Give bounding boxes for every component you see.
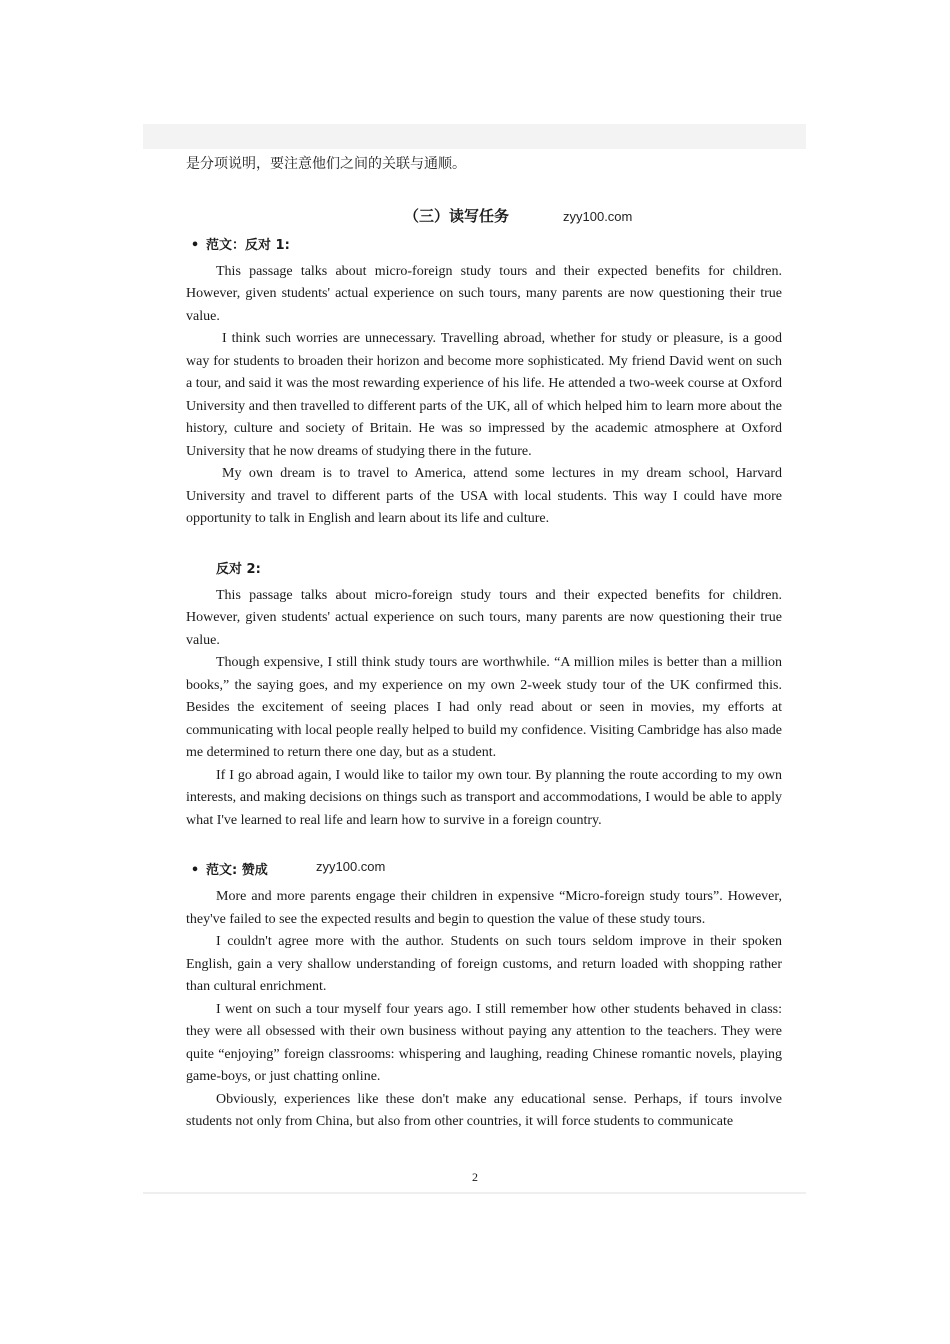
document-body [186,150,782,1134]
paragraph: Obviously, experiences like these don't make any educational sense. Perhaps, if tours involve students not only from China, but also from other countries, it will force students to communicate [186,1091,782,1129]
sample1-heading-text: 范文：反对 1: [206,237,290,253]
paragraph: I think such worries are unnecessary. Travelling abroad, whether for study or pleasure, is a good way for students to broaden their horizon and become more sophisticated. My friend David went on such a tour, and said it was the most rewarding experience of his life. He attended a two-week course at Oxford University and then travelled to different parts of the UK, all of which helped him to learn more about the history, culture and society of Britain. He was so impressed by the academic atmosphere at Oxford University that he now dreams of studying there in the future. [186,331,782,459]
paragraph: Though expensive, I still think study tours are worthwhile. “A million miles is better than a million books,” the saying goes, and my experience on my own 2-week study tour of the UK confirmed this. Besides the excitement of seeing places I had only read about or seen in movies, my efforts at communicating with local people really helped to build my confidence. Visiting Cambridge has also made me determined to return there one day, but as a student. [186,655,782,760]
footer-rule [143,1192,806,1194]
paragraph: This passage talks about micro-foreign study tours and their expected benefits for children. However, given students' actual experience on such tours, many parents are now questioning their true value. [186,587,782,648]
sample3-heading-text: 范文: 赞成 [206,863,268,878]
page-number: 2 [472,1170,478,1184]
header-band [143,124,806,149]
paragraph: I went on such a tour myself four years ago. I still remember how other students behaved in class: they were all obsessed with their own business without paying any attention to the teachers. They were quite “enjoying” foreign classrooms: whispering and laughing, reading Chinese romantic novels, playing game-boys, or just chatting online. [186,1001,782,1084]
paragraph: I couldn't agree more with the author. Students on such tours seldom improve in their spoken English, gain a very shallow understanding of foreign customs, and return loaded with shopping rather than cultural enrichment. [186,934,782,994]
watermark-text: zyy100.com [563,208,633,224]
section-title: （三）读写任务 [404,206,510,225]
paragraph: If I go abroad again, I would like to tailor my own tour. By planning the route according to my own interests, and making decisions on things such as transport and accommodations, I would be able to apply what I've learned to real life and learn how to survive in a foreign country. [186,767,782,828]
paragraph: My own dream is to travel to America, attend some lectures in my dream school, Harvard University and travel to different parts of the USA with local students. This way I could have more opportunity to talk in English and learn about its life and culture. [186,466,782,526]
section-title-row [186,205,782,229]
bullet-icon: • [190,237,200,253]
sample2-heading: 反对 2: [216,561,261,577]
bullet-icon: • [190,863,200,878]
sample3-heading [186,860,782,882]
paragraph: More and more parents engage their children in expensive “Micro-foreign study tours”. However, they've failed to see the expected results and begin to question the value of these study tours. [186,889,782,927]
intro-text: 是分项说明，要注意他们之间的关联与通顺。 [186,157,466,172]
paragraph: This passage talks about micro-foreign study tours and their expected benefits for children. However, given students' actual experience on such tours, many parents are now questioning their true value. [186,263,782,324]
watermark-text: zyy100.com [316,859,386,874]
sample1-heading [186,235,782,257]
